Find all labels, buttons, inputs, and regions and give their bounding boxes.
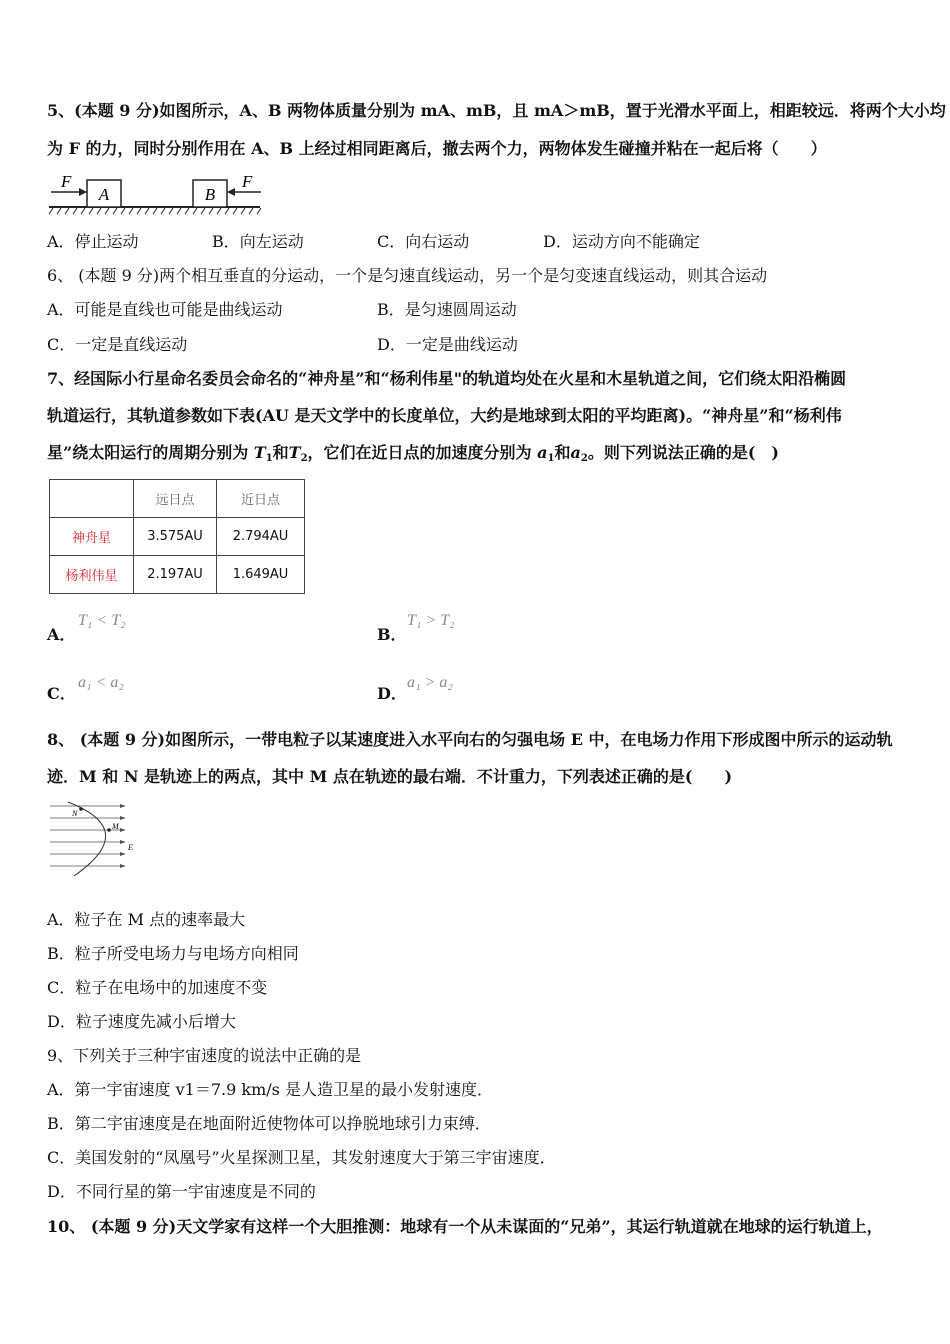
q7-and-2: 和 <box>554 443 571 462</box>
q5-stem-line1: 5、(本题 9 分)如图所示，A、B 两物体质量分别为 mA、mB，且 mA＞mB，置于光滑水平面上，相距较远．将两个大小均 <box>47 101 946 120</box>
q7-line3-part-c: 。则下列说法正确的是( ) <box>587 443 779 462</box>
point-m <box>107 828 111 832</box>
symbol-t2: T <box>288 443 301 462</box>
q5-option-c: C．向右运动 <box>377 232 470 251</box>
q9-option-b: B．第二宇宙速度是在地面附近使物体可以挣脱地球引力束缚． <box>47 1114 491 1133</box>
point-n-label: N <box>72 809 78 818</box>
q9-stem: 9、下列关于三种宇宙速度的说法中正确的是 <box>47 1046 362 1065</box>
table-row <box>50 556 305 594</box>
q7-option-c-letter: C． <box>47 684 76 703</box>
ground-hatching <box>49 208 261 214</box>
q8-option-d: D．粒子速度先减小后增大 <box>47 1012 236 1031</box>
table-row <box>50 518 305 556</box>
table-header-row <box>50 480 305 518</box>
q6-stem: 6、 (本题 9 分)两个相互垂直的分运动，一个是匀速直线运动，另一个是匀变速直线运动，则其合运动 <box>47 266 768 285</box>
q8-stem-line2: 迹．M 和 N 是轨迹上的两点，其中 M 点在轨迹的最右端．不计重力，下列表述正确的是( ) <box>47 767 733 786</box>
table-header-cell: 近日点 <box>217 480 305 518</box>
symbol-a2: a <box>570 443 581 462</box>
q7-line3-part-a: 星”绕太阳运行的周期分别为 <box>47 443 254 462</box>
table-header-cell <box>50 480 134 518</box>
q7-option-a-formula: T₁ < T₂ <box>78 612 126 629</box>
force-arrowhead-right <box>227 188 235 196</box>
block-b-label: B <box>204 185 216 204</box>
q5-option-b: B．向左运动 <box>212 232 304 251</box>
field-e-label: E <box>128 843 133 852</box>
table-cell-value: 3.575AU <box>134 518 217 556</box>
q7-option-a-letter: A． <box>47 625 76 644</box>
orbit-table <box>49 479 305 594</box>
q8-option-b: B．粒子所受电场力与电场方向相同 <box>47 944 299 963</box>
table-cell-value: 2.794AU <box>217 518 305 556</box>
q6-option-a: A．可能是直线也可能是曲线运动 <box>47 300 283 319</box>
q7-stem-line1: 7、经国际小行星命名委员会命名的“神舟星”和“杨利伟星"的轨道均处在火星和木星轨道之间，它们绕太阳沿椭圆 <box>47 369 847 388</box>
q8-option-c: C．粒子在电场中的加速度不变 <box>47 978 268 997</box>
q7-line3-part-b: ，它们在近日点的加速度分别为 <box>307 443 538 462</box>
point-m-label: M <box>112 822 119 831</box>
q7-option-d-letter: D． <box>377 684 407 703</box>
q8-figure <box>48 800 143 878</box>
symbol-a1: a <box>537 443 548 462</box>
q6-option-b: B．是匀速圆周运动 <box>377 300 517 319</box>
table-cell-value: 1.649AU <box>217 556 305 594</box>
q8-stem-line1: 8、 (本题 9 分)如图所示，一带电粒子以某速度进入水平向右的匀强电场 E 中，在电场力作用下形成图中所示的运动轨 <box>47 730 893 749</box>
table-cell-name: 杨利伟星 <box>50 556 134 594</box>
q8-option-a: A．粒子在 M 点的速率最大 <box>47 910 246 929</box>
q5-option-d: D．运动方向不能确定 <box>543 232 700 251</box>
q9-option-c: C．美国发射的“凤凰号”火星探测卫星，其发射速度大于第三宇宙速度． <box>47 1148 556 1167</box>
symbol-t1: T <box>253 443 266 462</box>
q7-option-c-formula: a₁ < a₂ <box>78 674 124 691</box>
q9-option-a: A．第一宇宙速度 v1＝7.9 km/s 是人造卫星的最小发射速度． <box>47 1080 493 1099</box>
q7-stem-line2: 轨道运行，其轨道参数如下表(AU 是天文学中的长度单位，大约是地球到太阳的平均距离)。“神舟星”和“杨利伟 <box>47 406 842 425</box>
force-label-left: F <box>61 172 72 191</box>
q7-option-d-formula: a₁ > a₂ <box>407 674 453 691</box>
force-arrowhead-left <box>79 188 87 196</box>
q7-option-b-formula: T₁ > T₂ <box>407 612 455 629</box>
q6-option-c: C．一定是直线运动 <box>47 335 188 354</box>
q9-option-d: D．不同行星的第一宇宙速度是不同的 <box>47 1182 316 1201</box>
q5-stem-line2: 为 F 的力，同时分别作用在 A、B 上经过相同距离后，撤去两个力，两物体发生碰撞并粘在一起后将（ ） <box>47 139 827 158</box>
q10-stem: 10、 (本题 9 分)天文学家有这样一个大胆推测：地球有一个从未谋面的“兄弟”，其运行轨道就在地球的运行轨道上， <box>47 1217 883 1236</box>
q7-and-1: 和 <box>272 443 289 462</box>
field-lines <box>50 806 124 866</box>
q5-figure <box>45 170 265 220</box>
table-cell-value: 2.197AU <box>134 556 217 594</box>
q6-option-d: D．一定是曲线运动 <box>377 335 518 354</box>
q7-stem-line3: 星”绕太阳运行的周期分别为 $T_1$和$T_2$，它们在近日点的加速度分别为 $a_1$和$a_2$。则下列说法正确的是( ) <box>47 443 779 464</box>
field-arrowheads <box>120 804 126 868</box>
point-n <box>79 807 83 811</box>
q5-option-a: A．停止运动 <box>47 232 139 251</box>
q7-option-b-letter: B． <box>377 625 407 644</box>
block-a-label: A <box>98 185 110 204</box>
force-label-right: F <box>242 172 253 191</box>
table-cell-name: 神舟星 <box>50 518 134 556</box>
table-header-cell: 远日点 <box>134 480 217 518</box>
